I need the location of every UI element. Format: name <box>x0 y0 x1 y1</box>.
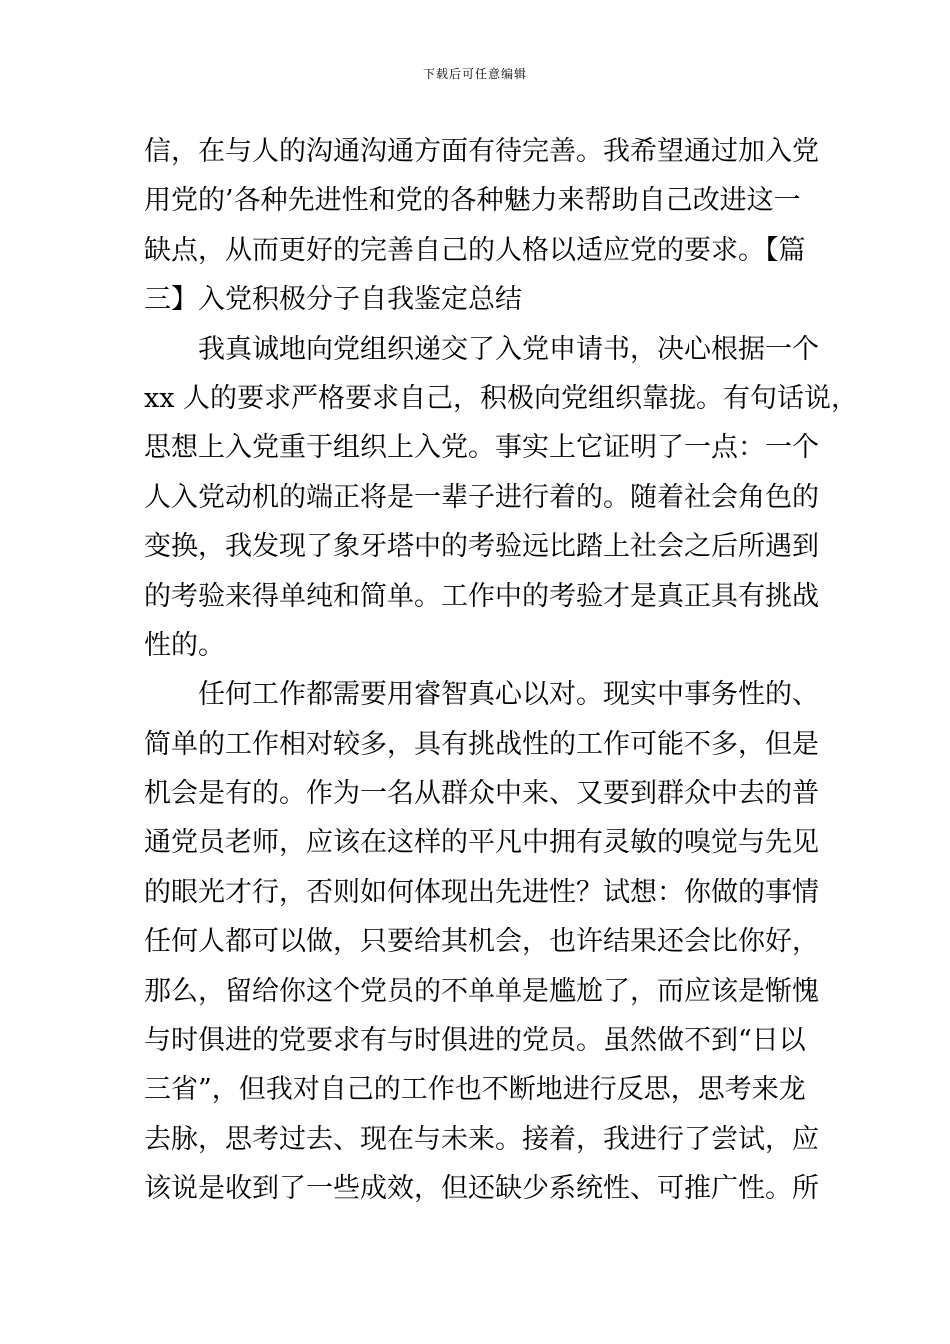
text-line: 机会是有的。作为一名从群众中来、又要到群众中去的普 <box>144 778 819 810</box>
paragraph-first-line: 我真诚地向党组织递交了入党申请书，决心根据一个 <box>198 333 819 365</box>
text-line: 该说是收到了一些成效，但还缺少系统性、可推广性。所 <box>144 1173 819 1205</box>
text-line: 那么，留给你这个党员的不单单是尴尬了，而应该是惭愧 <box>144 975 819 1007</box>
text-line: 信，在与人的沟通沟通方面有待完善。我希望通过加入党 <box>144 136 819 167</box>
text-line: 任何人都可以做，只要给其机会，也许结果还会比你好， <box>144 926 819 958</box>
text-line: 的眼光才行，否则如何体现出先进性？试想：你做的事情 <box>144 876 819 908</box>
text-line: 简单的工作相对较多，具有挑战性的工作可能不多，但是 <box>144 728 819 760</box>
text-line: 用党的’各种先进性和党的各种魅力来帮助自己改进这一 <box>144 185 801 217</box>
text-line: 思想上入党重于组织上入党。事实上它证明了一点：一个 <box>144 432 819 464</box>
text-line: 去脉，思考过去、现在与未来。接着，我进行了尝试，应 <box>144 1123 819 1155</box>
text-line: 人入党动机的端正将是一辈子进行着的。随着社会角色的 <box>144 481 819 513</box>
text-line: 与时俱进的党要求有与时俱进的党员。虽然做不到“日以 <box>144 1025 806 1057</box>
text-line: 的考验来得单纯和简单。工作中的考验才是真正具有挑战 <box>144 580 819 612</box>
text-line: 缺点，从而更好的完善自己的人格以适应党的要求。【篇 <box>144 234 806 266</box>
text-line: xx 人的要求严格要求自己，积极向党组织靠拢。有句话说， <box>144 382 859 414</box>
text-line: 通党员老师，应该在这样的平凡中拥有灵敏的嗅觉与先见 <box>144 827 819 859</box>
text-line: 性的。 <box>144 629 225 661</box>
text-line: 三】入党积极分子自我鉴定总结 <box>144 284 522 316</box>
text-line: 三省”，但我对自己的工作也不断地进行反思，思考来龙 <box>144 1074 806 1106</box>
text-line: 变换，我发现了象牙塔中的考验远比踏上社会之后所遇到 <box>144 531 819 563</box>
page-header: 下载后可任意编辑 <box>422 67 527 81</box>
paragraph-first-line: 任何工作都需要用睿智真心以对。现实中事务性的、 <box>198 679 819 711</box>
document-body <box>144 127 859 1214</box>
